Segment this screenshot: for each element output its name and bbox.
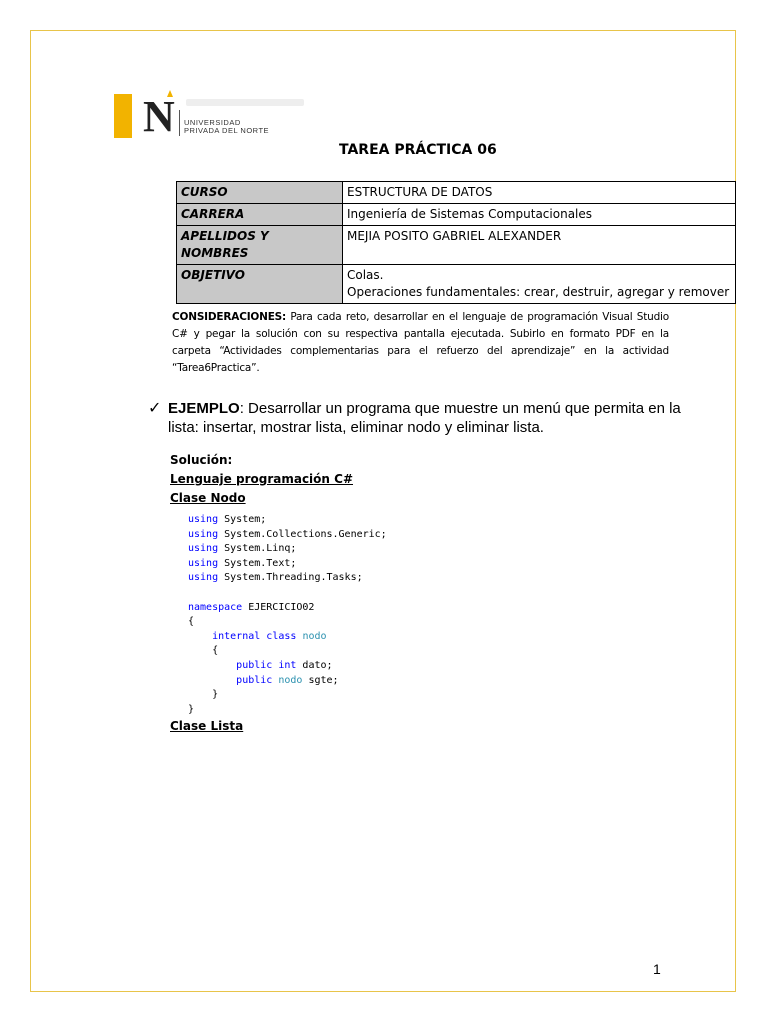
table-key: CURSO (177, 182, 343, 204)
code-text: System.Threading.Tasks; (224, 572, 363, 584)
ejemplo-label: EJEMPLO (168, 400, 240, 417)
logo-line1: UNIVERSIDAD (184, 118, 241, 127)
logo-text (184, 119, 269, 135)
logo-line2: PRIVADA DEL NORTE (184, 126, 270, 135)
code-text: } (212, 689, 219, 701)
code-text: { (188, 616, 195, 628)
code-keyword: using (188, 572, 219, 584)
code-type: nodo (302, 630, 327, 642)
consideraciones-paragraph (172, 309, 669, 377)
code-text: sgte; (308, 674, 339, 686)
logo-separator (179, 110, 180, 136)
table-key: CARRERA (177, 204, 343, 226)
consideraciones-text: Para cada reto, desarrollar en el lenguaje de programación Visual Studio C# y pegar la solución con su respectiva pantalla ejecutada. Subirlo en formato PDF en la carpeta “Actividades complementarias para el refuerzo del aprendizaje” en la actividad “Tarea6Practica”. (172, 311, 669, 374)
code-keyword: using (188, 557, 219, 569)
code-keyword: internal (212, 630, 261, 642)
logo-faded-text (186, 99, 304, 106)
code-block (188, 513, 387, 717)
info-table (176, 181, 736, 304)
table-row (177, 204, 736, 226)
clase-lista-heading: Clase Lista (170, 719, 244, 733)
code-text: System; (224, 514, 267, 525)
lenguaje-heading: Lenguaje programación C# (170, 472, 353, 486)
code-text: { (212, 645, 219, 657)
ejemplo-text (168, 399, 688, 437)
code-keyword: using (188, 514, 219, 525)
table-value (343, 265, 736, 304)
table-value: MEJIA POSITO GABRIEL ALEXANDER (343, 226, 736, 265)
page-border (30, 30, 736, 992)
code-keyword: using (188, 528, 219, 540)
checkmark-icon: ✓ (148, 400, 162, 417)
table-row (177, 226, 736, 265)
code-text: System.Collections.Generic; (224, 528, 387, 540)
code-keyword: using (188, 543, 219, 555)
objetivo-line2: Operaciones fundamentales: crear, destruir, agregar y remover (347, 285, 730, 299)
table-value: ESTRUCTURA DE DATOS (343, 182, 736, 204)
objetivo-line1: Colas. (347, 268, 384, 282)
code-text: System.Linq; (224, 543, 297, 555)
code-text: } (188, 703, 195, 715)
logo-accent-icon (167, 90, 173, 97)
ejemplo-description: : Desarrollar un programa que muestre un menú que permita en la lista: insertar, mostrar lista, eliminar nodo y eliminar lista. (168, 400, 681, 436)
logo-letter: N (143, 92, 174, 141)
table-key: APELLIDOS Y NOMBRES (177, 226, 343, 265)
table-row (177, 182, 736, 204)
page-title: TAREA PRÁCTICA 06 (339, 142, 497, 158)
consideraciones-label: CONSIDERACIONES: (172, 311, 287, 323)
code-text: System.Text; (224, 557, 297, 569)
code-keyword: public (236, 674, 273, 686)
code-text: EJERCICIO02 (248, 601, 315, 613)
code-keyword: class (266, 630, 297, 642)
code-keyword: namespace (188, 601, 243, 613)
table-key: OBJETIVO (177, 265, 343, 304)
clase-nodo-heading: Clase Nodo (170, 491, 246, 505)
solucion-heading: Solución: (170, 453, 233, 467)
code-keyword: public (236, 659, 273, 671)
table-row (177, 265, 736, 304)
code-type: nodo (278, 674, 303, 686)
page-number: 1 (653, 961, 661, 977)
university-logo (114, 92, 314, 142)
logo-yellow-bar (114, 94, 132, 138)
table-value: Ingeniería de Sistemas Computacionales (343, 204, 736, 226)
code-text: dato; (302, 659, 333, 671)
code-keyword: int (278, 659, 297, 671)
